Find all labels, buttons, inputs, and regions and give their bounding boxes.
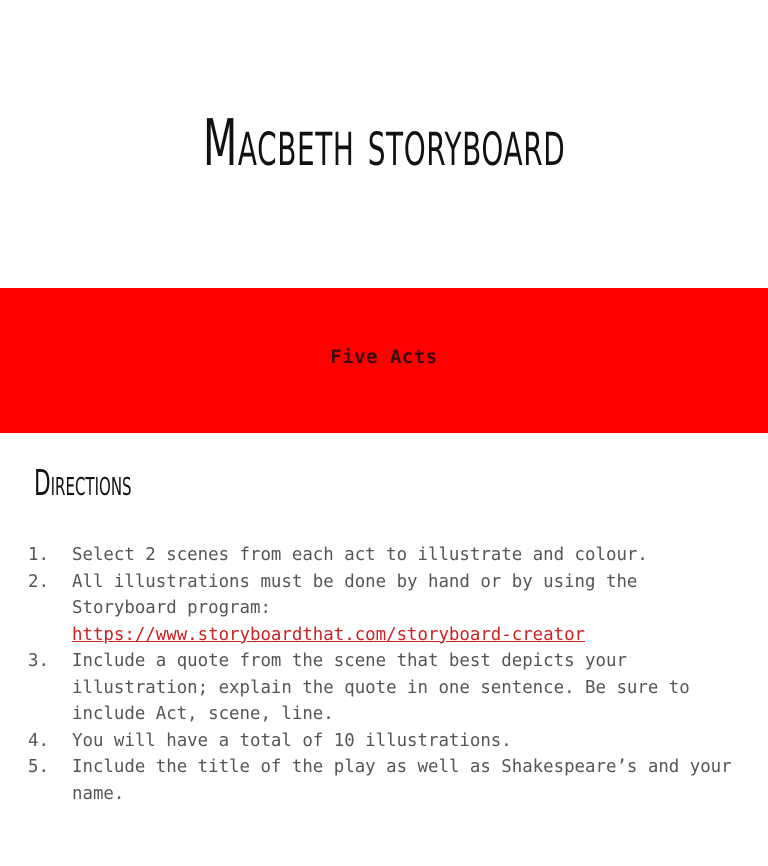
directions-heading: Directions [34, 463, 132, 504]
list-item-text: Include the title of the play as well as Shakespeare’s and your name. [72, 757, 732, 804]
title-area [0, 0, 768, 288]
list-item [28, 542, 748, 569]
list-item [28, 648, 748, 728]
list-item-text: All illustrations must be done by hand or by using the Storyboard program: [72, 571, 638, 618]
list-item [28, 728, 748, 755]
list-item-text: You will have a total of 10 illustrations. [72, 730, 512, 751]
list-item [28, 754, 748, 807]
list-item-text: Include a quote from the scene that best depicts your illustration; explain the quote in one sentence. Be sure to include Act, scene, line. [72, 651, 690, 724]
page-title: Macbeth storyboard [202, 107, 566, 181]
list-item [28, 569, 748, 649]
list-number: 5. [28, 757, 49, 777]
list-number: 4. [28, 730, 49, 751]
red-banner [0, 288, 768, 433]
banner-text: Five Acts [330, 345, 438, 368]
list-number: 1. [28, 545, 49, 565]
directions-list [28, 542, 748, 807]
list-number: 3. [28, 651, 49, 671]
list-number: 2. [28, 571, 49, 592]
storyboard-link[interactable]: https://www.storyboardthat.com/storyboard-creator [72, 624, 586, 645]
list-item-text: Select 2 scenes from each act to illustrate and colour. [72, 545, 648, 565]
